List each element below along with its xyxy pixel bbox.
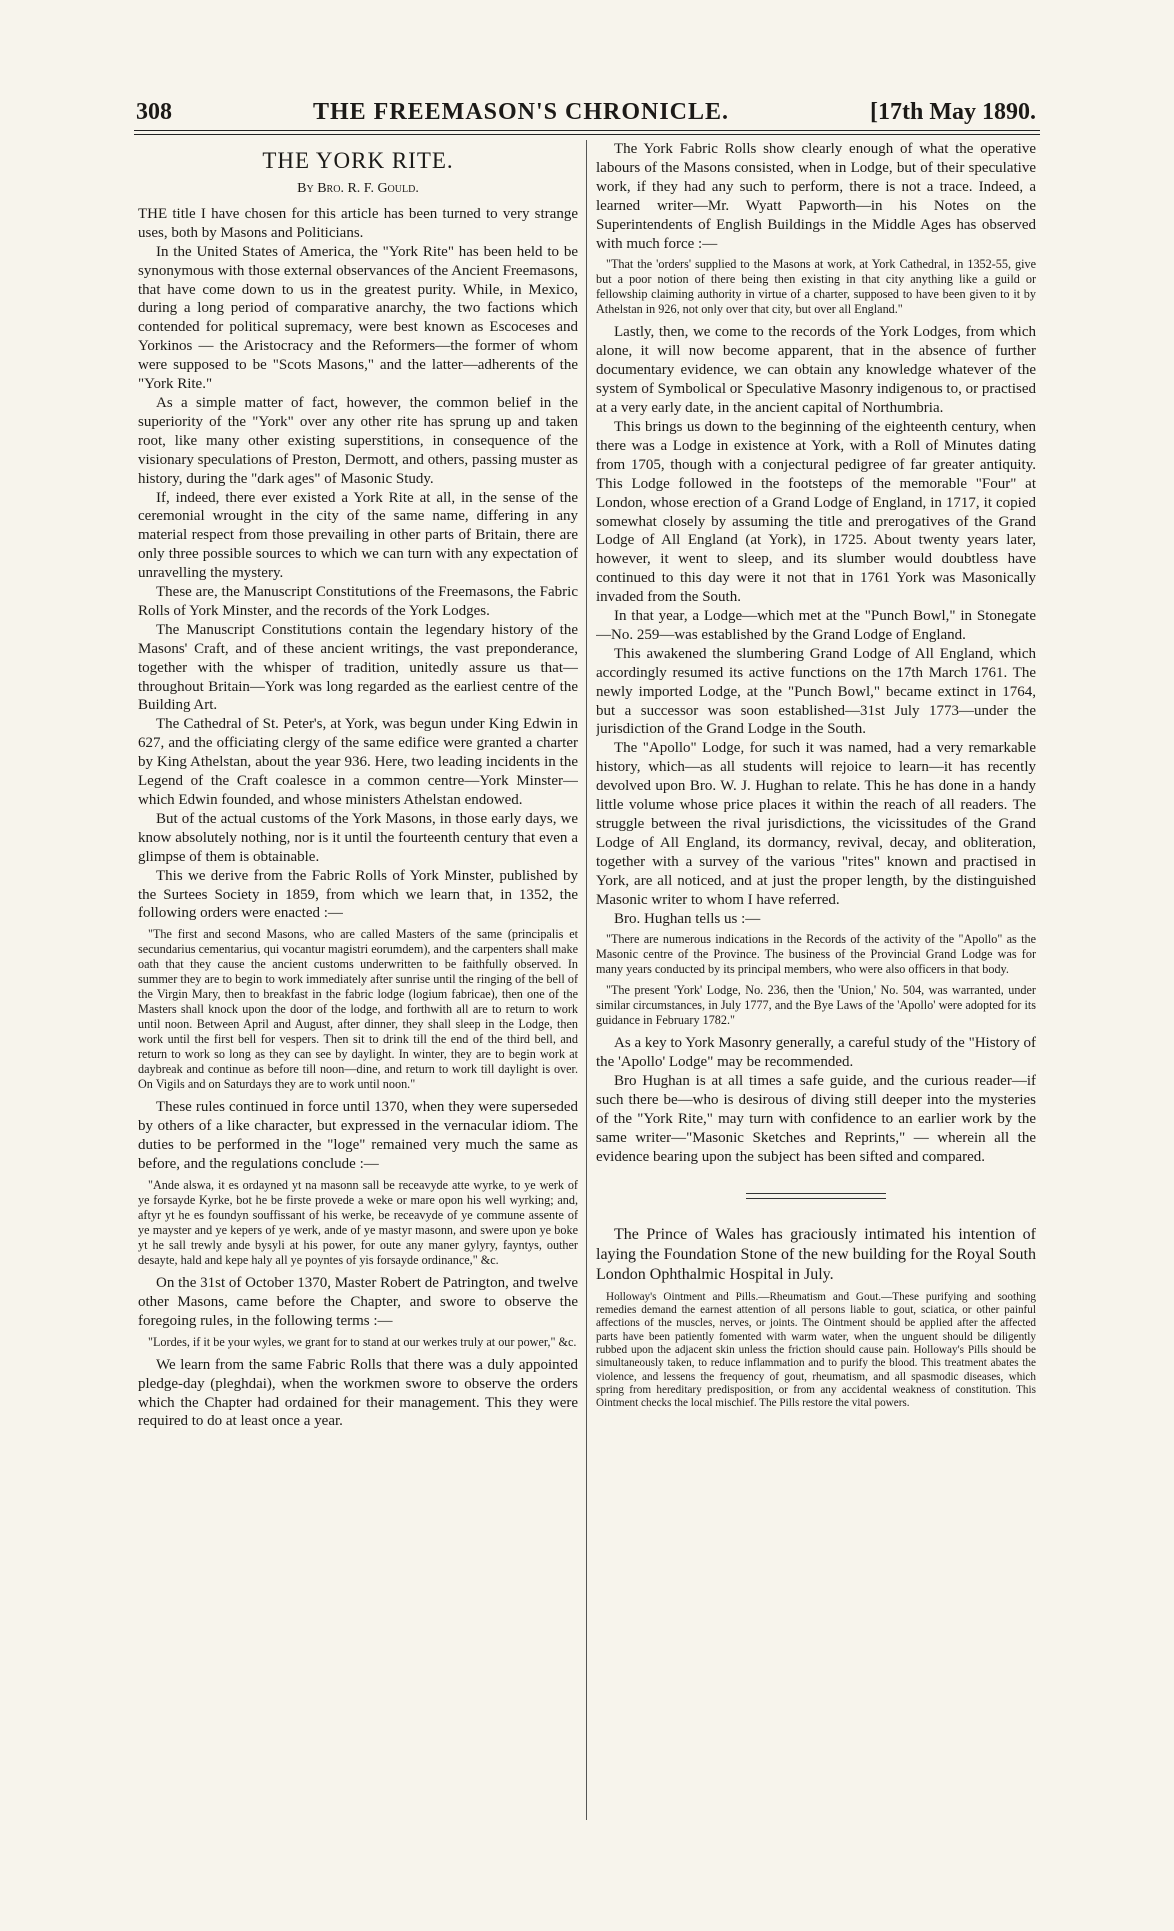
- holloway-advertisement: Holloway's Ointment and Pills.—Rheumatism and Gout.—These purifying and soothing remedies demand the earnest attention of all persons liable to gout, sciatica, or other painful affections of the muscles, nerves, or joints. The Ointment should be applied after the affected parts have been patiently fomented with warm water, when the unguent should be diligently rubbed upon the adjacent skin unless the friction should cause pain. Holloway's Pills should be simultaneously taken, to reduce inflammation and to purify the blood. This treatment abates the violence, and lessens the frequency of gout, rheumatism, and all spasmodic diseases, which spring from hereditary predisposition, or from any accidental weakness of constitution. This Ointment checks the local mischief. The Pills restore the vital powers.: [596, 1290, 1036, 1410]
- article-paragraph: In the United States of America, the "York Rite" has been held to be synonymous with those external observances of the Ancient Freemasons, that have come down to us in the greatest purity. While, in Mexico, during a long period of comparative anarchy, the two factions which contended for political supremacy, were best known as Escoceses and Yorkinos — the Aristocracy and the Reformers—the former of whom were supposed to be "Scots Masons," and the latter—adherents of the "York Rite.": [138, 243, 578, 393]
- article-paragraph: This we derive from the Fabric Rolls of York Minster, published by the Surtees Society in 1859, from which we learn that, in 1352, the following orders were enacted :—: [138, 867, 578, 922]
- page-number: 308: [136, 99, 172, 125]
- quoted-papworth: "That the 'orders' supplied to the Masons at work, at York Cathedral, in 1352-55, give but a poor notion of there being then existing in that city anything like a guild or fellowship claiming authority in virtue of a charter, supposed to have been given to it by Athelstan in 926, not only over that city, but over all England.": [596, 257, 1036, 317]
- quoted-hughan-1: "There are numerous indications in the Records of the activity of the "Apollo" as the Masonic centre of the Province. The business of the Provincial Grand Lodge was for many years conducted by its principal members, who were also officers in that body.: [596, 932, 1036, 977]
- header-rule: [134, 130, 1040, 131]
- quoted-regulations-1370: "Ande alswa, it es ordayned yt na masonn sall be receavyde atte wyrke, to ye werk of ye forsayde Kyrke, bot he be firste provede a weke or mare opon his well wyrking; and, aftyr yt he es foundyn souffissant of his werke, be receavyde of ye commune assente of ye mayster and ye kepers of ye werk, ande of ye mastyr masonn, and swere upon ye boke yt he sall trewly ande bysyli at his power, for oute any maner gylyry, fayntys, outher desayte, hald and kepe haly all ye poyntes of yis forsayde ordinance," &c.: [138, 1177, 578, 1267]
- article-paragraph: If, indeed, there ever existed a York Rite at all, in the sense of the ceremonial wrought in the city of the same name, differing in any material respect from those prevailing in other parts of Britain, there are only three possible sources to which we can turn with any expectation of unravelling the mystery.: [138, 489, 578, 582]
- article-paragraph: The Cathedral of St. Peter's, at York, was begun under King Edwin in 627, and the officiating clergy of the same edifice were granted a charter by King Athelstan, about the year 936. Here, two leading incidents in the Legend of the Craft coalesce in a common centre—York Minster—which Edwin founded, and whose ministers Athelstan endowed.: [138, 716, 578, 808]
- article-paragraph: Lastly, then, we come to the records of the York Lodges, from which alone, it will now become apparent, that in the absence of further documentary evidence, we can obtain any knowledge whatever of the system of Symbolical or Speculative Masonry indigenous to, or practised at a very early date, in the ancient capital of Northumbria.: [596, 324, 1036, 417]
- masthead: THE FREEMASON'S CHRONICLE.: [312, 99, 730, 125]
- quoted-hughan-2: "The present 'York' Lodge, No. 236, then the 'Union,' No. 504, was warranted, under similar circumstances, in July 1777, and the Bye Laws of the 'Apollo' were adopted for its guidance in February 1782.": [596, 983, 1036, 1028]
- left-column: [138, 140, 578, 1820]
- column-divider: [586, 140, 587, 1820]
- prince-of-wales-notice: The Prince of Wales has graciously intimated his intention of laying the Foundation Stone of the new building for the Royal South London Ophthalmic Hospital in July.: [596, 1225, 1036, 1283]
- article-paragraph: As a key to York Masonry generally, a careful study of the "History of the 'Apollo' Lodge" may be recommended.: [596, 1035, 1036, 1071]
- article-paragraph: THE title I have chosen for this article has been turned to very strange uses, both by Masons and Politicians.: [138, 205, 578, 241]
- article-paragraph: But of the actual customs of the York Masons, in those early days, we know absolutely nothing, nor is it until the fourteenth century that even a glimpse of them is obtainable.: [138, 810, 578, 865]
- article-paragraph: As a simple matter of fact, however, the common belief in the superiority of the "York" over any other rite has sprung up and taken root, like many other existing superstitions, in consequence of the visionary speculations of Preston, Dermott, and others, passing muster as history, during the "dark ages" of Masonic Study.: [138, 394, 578, 487]
- article-paragraph: These are, the Manuscript Constitutions of the Freemasons, the Fabric Rolls of York Minster, and the records of the York Lodges.: [138, 584, 578, 619]
- page-header: [136, 96, 1036, 126]
- article-paragraph: This awakened the slumbering Grand Lodge of All England, which accordingly resumed its active functions on the 17th March 1761. The newly imported Lodge, at the "Punch Bowl," became extinct in 1764, but a successor was soon established—31st July 1773—under the jurisdiction of the Grand Lodge in the South.: [596, 645, 1036, 738]
- article-paragraph: These rules continued in force until 1370, when they were superseded by others of a like character, but expressed in the vernacular idiom. The duties to be performed in the "loge" remained very much the same as before, and the regulations conclude :—: [138, 1099, 578, 1173]
- header-rule-secondary: [134, 134, 1040, 135]
- article-paragraph: The York Fabric Rolls show clearly enough of what the operative labours of the Masons consisted, when in Lodge, but of their speculative work, if they had any such to perform, there is not a trace. Indeed, a learned writer—Mr. Wyatt Papworth—in his Notes on the Superintendents of English Buildings in the Middle Ages has observed with much force :—: [596, 141, 1036, 252]
- article-paragraph: In that year, a Lodge—which met at the "Punch Bowl," in Stonegate—No. 259—was established by the Grand Lodge of England.: [596, 608, 1036, 643]
- article-title: THE YORK RITE.: [262, 148, 454, 173]
- article-paragraph: The "Apollo" Lodge, for such it was named, had a very remarkable history, which—as all students will rejoice to learn—it has recently devolved upon Bro. W. J. Hughan to relate. This he has done in a handy little volume whose price places it within the reach of all readers. The struggle between the rival jurisdictions, the vicissitudes of the Grand Lodge of All England, its dormancy, revival, decay, and obliteration, together with a survey of the various "rites" known and practised in York, are all noticed, and at just the proper length, by the distinguished Masonic writer to whom I have referred.: [596, 740, 1036, 908]
- right-column: [596, 140, 1036, 1820]
- article-paragraph: We learn from the same Fabric Rolls that there was a duly appointed pledge-day (pleghdai), when the workmen swore to observe the orders which the Chapter had ordained for their management. This they were required to do at least once a year.: [138, 1356, 578, 1430]
- quoted-orders-1352: "The first and second Masons, who are called Masters of the same (principalis et secundarius cementarius, qui vocantur magistri eorumdem), and the carpenters shall make oath that they cause the ancient customs underwritten to be faithfully observed. In summer they are to begin to work immediately after sunrise until the ringing of the bell of the Virgin Mary, then to breakfast in the fabric lodge (logium fabricae), then one of the Masters shall knock upon the door of the lodge, and forthwith all are to return to work until noon. Between April and August, after dinner, they shall sleep in the Lodge, then work until the first bell for vespers. Then sit to drink till the end of the third bell, and return to work so long as they can see by daylight. In winter, they are to begin work at daybreak and continue as before till noon—dine, and return to work till daylight is over. On Vigils and on Saturdays they are to work until noon.": [138, 927, 578, 1092]
- quoted-oath: "Lordes, if it be your wyles, we grant for to stand at our werkes truly at our power," &c.: [148, 1334, 577, 1349]
- article-paragraph: The Manuscript Constitutions contain the legendary history of the Masons' Craft, and of these ancient writings, the vast preponderance, together with the whisper of tradition, unitedly assure us that—throughout Britain—York was long regarded as the earliest centre of the Building Art.: [138, 621, 578, 714]
- article-paragraph: Bro Hughan is at all times a safe guide, and the curious reader—if such there be—who is desirous of diving still deeper into the mysteries of the "York Rite," may turn with confidence to an earlier work by the same writer—"Masonic Sketches and Reprints," — wherein all the evidence bearing upon the subject has been sifted and compared.: [596, 1073, 1036, 1165]
- article-paragraph: This brings us down to the beginning of the eighteenth century, when there was a Lodge in existence at York, with a Roll of Minutes dating from 1705, though with a conjectural pedigree of far greater antiquity. This Lodge followed in the footsteps of the memorable "Four" at London, whose erection of a Grand Lodge of England, in 1717, it copied somewhat closely by assuming the title and prerogatives of the Grand Lodge of All England (at York), in 1725. About twenty years later, however, it went to sleep, and its slumber would doubtless have continued to this day were it not that in 1761 York was Masonically invaded from the South.: [596, 418, 1036, 606]
- issue-date: [17th May 1890.: [870, 99, 1036, 125]
- section-separator-secondary: [746, 1198, 886, 1199]
- article-paragraph: Bro. Hughan tells us :—: [614, 910, 761, 927]
- article-paragraph: On the 31st of October 1370, Master Robert de Patrington, and twelve other Masons, came before the Chapter, and swore to observe the foregoing rules, in the following terms :—: [138, 1274, 578, 1329]
- section-separator: [746, 1193, 886, 1194]
- article-byline: By Bro. R. F. Gould.: [297, 181, 419, 196]
